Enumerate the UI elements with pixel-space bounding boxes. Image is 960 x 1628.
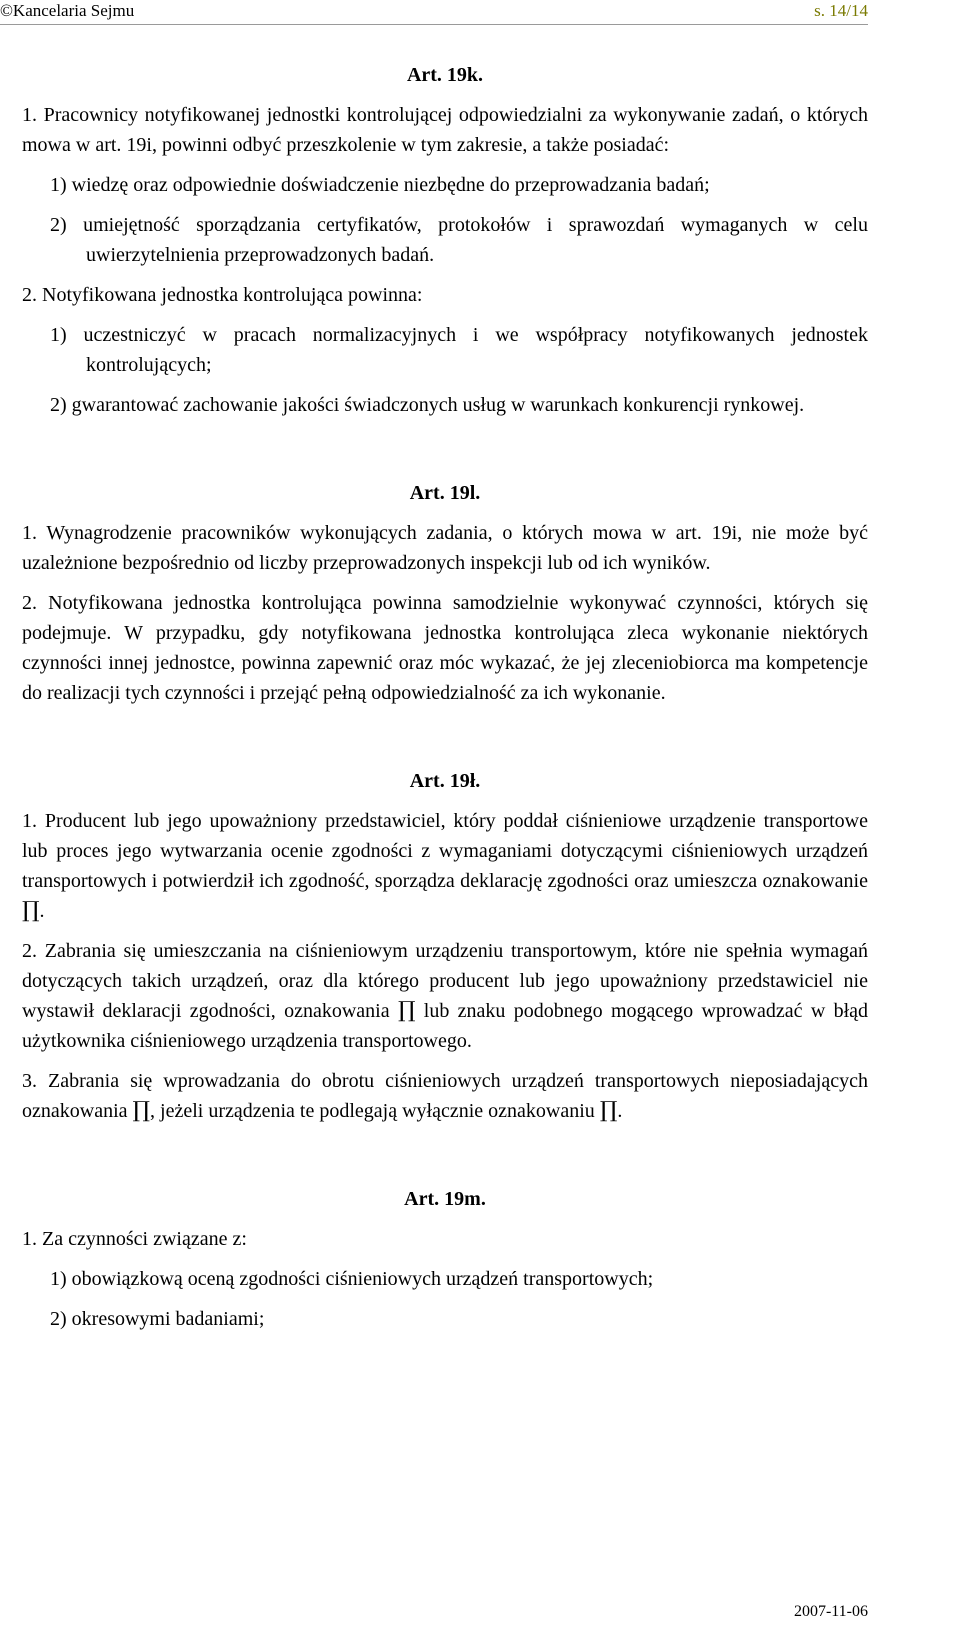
list-item: 2) gwarantować zachowanie jakości świadczonych usług w warunkach konkurencji rynkowej.: [50, 394, 805, 416]
paragraph-text: .: [39, 900, 45, 922]
paragraph-text: .: [617, 1100, 623, 1122]
list-item: 2) okresowymi badaniami;: [50, 1308, 265, 1330]
paragraph-text: lub znaku podobnego mogącego wprowadzać w błąd użytkownika ciśnieniowego urządzenia transportowego.: [22, 1000, 869, 1052]
ce-mark-icon: ∏: [132, 1098, 151, 1123]
spacer: [22, 1136, 868, 1184]
header-page-number: s. 14/14: [814, 1, 868, 20]
paragraph-text: 1. Producent lub jego upoważniony przedstawiciel, który poddał ciśnieniowe urządzenie transportowe lub proces jego wytwarzania ocenie zgodności z wymaganiami dotyczącymi ciśnieniowych urządzeń transportowych i potwierdził ich zgodność, sporządza deklarację zgodności oraz umieszcza oznakowanie: [22, 810, 868, 892]
ce-mark-icon: ∏: [22, 898, 40, 923]
paragraph: [22, 1066, 868, 1126]
header-copyright: ©Kancelaria Sejmu: [0, 1, 135, 20]
article-title: Art. 19ł.: [409, 770, 481, 792]
article-19k: [22, 60, 868, 420]
paragraph-text: 3. Zabrania się wprowadzania do obrotu ciśnieniowych urządzeń transportowych nieposiadających oznakowania: [22, 1070, 868, 1122]
list-item: 2) umiejętność sporządzania certyfikatów, protokołów i sprawozdań wymaganych w celu uwierzytelnienia przeprowadzonych badań.: [50, 214, 868, 266]
article-title: Art. 19l.: [409, 482, 481, 504]
paragraph-text: , jeżeli urządzenia te podlegają wyłącznie oznakowaniu: [150, 1100, 595, 1122]
article-19m: [22, 1184, 868, 1334]
paragraph: 2. Notyfikowana jednostka kontrolująca powinna:: [22, 284, 423, 306]
list-item: 1) wiedzę oraz odpowiednie doświadczenie niezbędne do przeprowadzania badań;: [50, 174, 710, 196]
spacer: [22, 430, 868, 478]
footer-date: 2007-11-06: [793, 1603, 868, 1620]
paragraph-text: 2. Zabrania się umieszczania na ciśnieniowym urządzeniu transportowym, które nie spełnia wymagań dotyczących takich urządzeń, oraz dla którego producent lub jego upoważniony przedstawiciel nie wystawił deklaracji zgodności, oznakowania: [22, 940, 868, 1022]
page-header: [0, 0, 960, 24]
article-19l: [22, 478, 868, 708]
document-body: [22, 60, 868, 1344]
ce-mark-icon: ∏: [599, 1098, 618, 1123]
spacer: [22, 718, 868, 766]
list-item: 1) uczestniczyć w pracach normalizacyjnych i we współpracy notyfikowanych jednostek kontrolujących;: [50, 324, 868, 376]
paragraph: 1. Pracownicy notyfikowanej jednostki kontrolującej odpowiedzialni za wykonywanie zadań, o których mowa w art. 19i, powinni odbyć przeszkolenie w tym zakresie, a także posiadać:: [22, 104, 868, 156]
paragraph: 1. Za czynności związane z:: [22, 1228, 247, 1250]
article-title: Art. 19m.: [404, 1188, 486, 1210]
ce-mark-icon: ∏: [397, 998, 416, 1023]
article-19l-stroke: [22, 766, 868, 1126]
paragraph: 2. Notyfikowana jednostka kontrolująca powinna samodzielnie wykonywać czynności, których się podejmuje. W przypadku, gdy notyfikowana jednostka kontrolująca zleca wykonanie niektórych czynności innej jednostce, powinna zapewnić oraz móc wykazać, że jej zleceniobiorca ma kompetencje do realizacji tych czynności i przejąć pełną odpowiedzialność za ich wykonanie.: [22, 592, 868, 704]
paragraph: [22, 806, 868, 926]
list-item: 1) obowiązkową oceną zgodności ciśnieniowych urządzeń transportowych;: [50, 1268, 654, 1290]
paragraph: [22, 936, 868, 1056]
paragraph: 1. Wynagrodzenie pracowników wykonujących zadania, o których mowa w art. 19i, nie może być uzależnione bezpośrednio od liczby przeprowadzonych inspekcji lub od ich wyników.: [22, 522, 868, 574]
header-divider: [0, 24, 868, 25]
article-title: Art. 19k.: [406, 64, 484, 86]
